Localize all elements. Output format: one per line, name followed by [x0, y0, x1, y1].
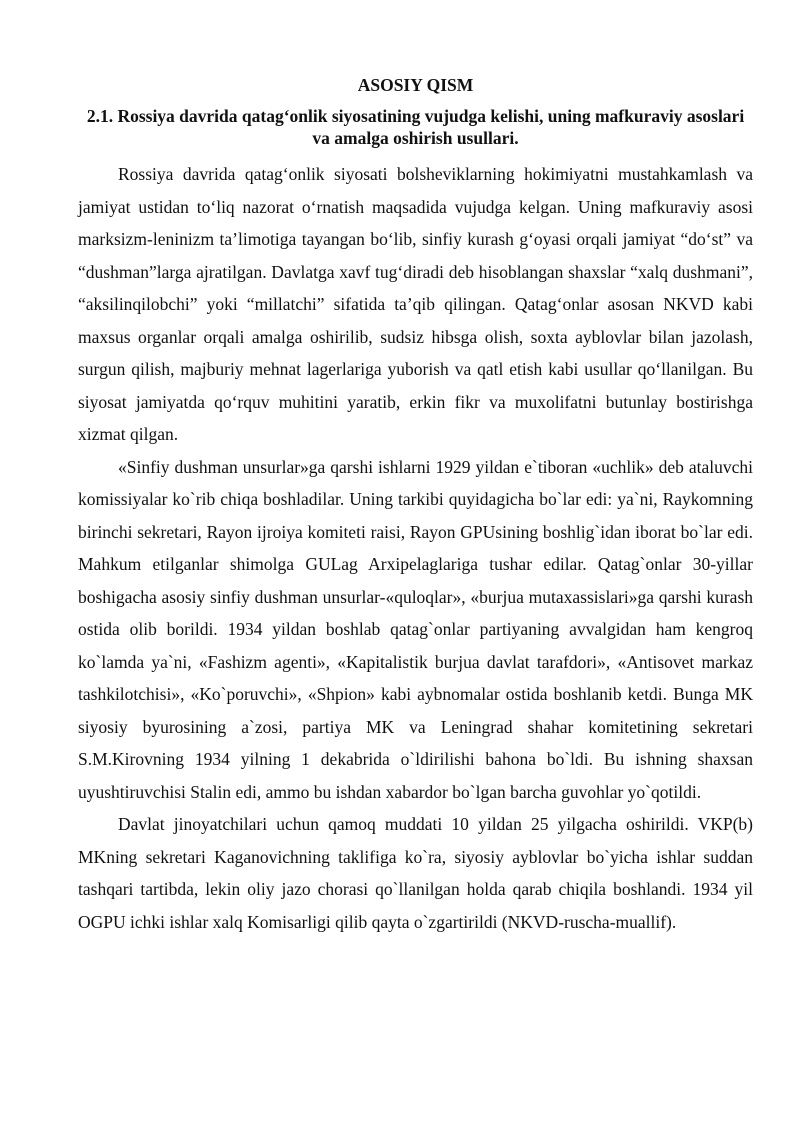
document-page: [78, 74, 753, 938]
section-title: ASOSIY QISM: [357, 75, 474, 95]
body-paragraph: «Sinfiy dushman unsurlar»ga qarshi ishlarni 1929 yildan e`tiboran «uchlik» deb ataluvchi komissiyalar ko`rib chiqa boshladilar. Uning tarkibi quyidagicha bo`lar edi: ya`ni, Raykomning birinchi sekretari, Rayon ijroiya komiteti raisi, Rayon GPUsining boshlig`idan iborat bo`lar edi. Mahkum etilganlar shimolga GULag Arxipelaglariga tushar edilar. Qatag`onlar 30-yillar boshigacha asosiy sinfiy dushman unsurlar-«quloqlar», «burjua mutaxassislari»ga qarshi kurash ostida olib borildi. 1934 yildan boshlab qatag`onlar partiyaning avvalgidan ham kengroq ko`lamda ya`ni, «Fashizm agenti», «Kapitalistik burjua davlat tarafdori», «Antisovet markaz tashkilotchisi», «Ko`poruvchi», «Shpion» kabi aybnomalar ostida boshlanib ketdi. Bunga MK siyosiy byurosining a`zosi, partiya MK va Leningrad shahar komitetining sekretari S.M.Kirovning 1934 yilning 1 dekabrida o`ldirilishi bahona bo`ldi. Bu ishning shaxsan uyushtiruvchisi Stalin edi, ammo bu ishdan xabardor bo`lgan barcha guvohlar yo`qotildi.: [78, 456, 753, 802]
body-paragraph: Rossiya davrida qatag‘onlik siyosati bolsheviklarning hokimiyatni mustahkamlash va jamiyat ustidan to‘liq nazorat o‘rnatish maqsadida vujudga kelgan. Uning mafkuraviy asosi marksizm-leninizm ta’limotiga tayangan bo‘lib, sinfiy kurash g‘oyasi orqali jamiyat “do‘st” va “dushman”larga ajratilgan. Davlatga xavf tug‘diradi deb hisoblangan shaxslar “xalq dushmani”, “aksilinqilobchi” yoki “millatchi” sifatida ta’qib qilingan. Qatag‘onlar asosan NKVD kabi maxsus organlar orqali amalga oshirilib, sudsiz hibsga olish, soxta ayblovlar bilan jazolash, surgun qilish, majburiy mehnat lagerlariga yuborish va qatl etish kabi usullar qo‘llanilgan. Bu siyosat jamiyatda qo‘rquv muhitini yaratib, erkin fikr va muxolifatni butunlay bostirishga xizmat qilgan.: [78, 164, 753, 444]
subsection-title: 2.1. Rossiya davrida qatag‘onlik siyosatining vujudga kelishi, uning mafkuraviy asoslari va amalga oshirish usullari.: [86, 106, 745, 148]
body-paragraph: Davlat jinoyatchilari uchun qamoq muddati 10 yildan 25 yilgacha oshirildi. VKP(b) MKning sekretari Kaganovichning taklifiga ko`ra, siyosiy ayblovlar bo`yicha ishlar suddan tashqari tartibda, lekin oliy jazo chorasi qo`llanilgan holda qarab chiqila boshlandi. 1934 yil OGPU ichki ishlar xalq Komisarligi qilib qayta o`zgartirildi (NKVD-ruscha-muallif).: [78, 814, 753, 932]
